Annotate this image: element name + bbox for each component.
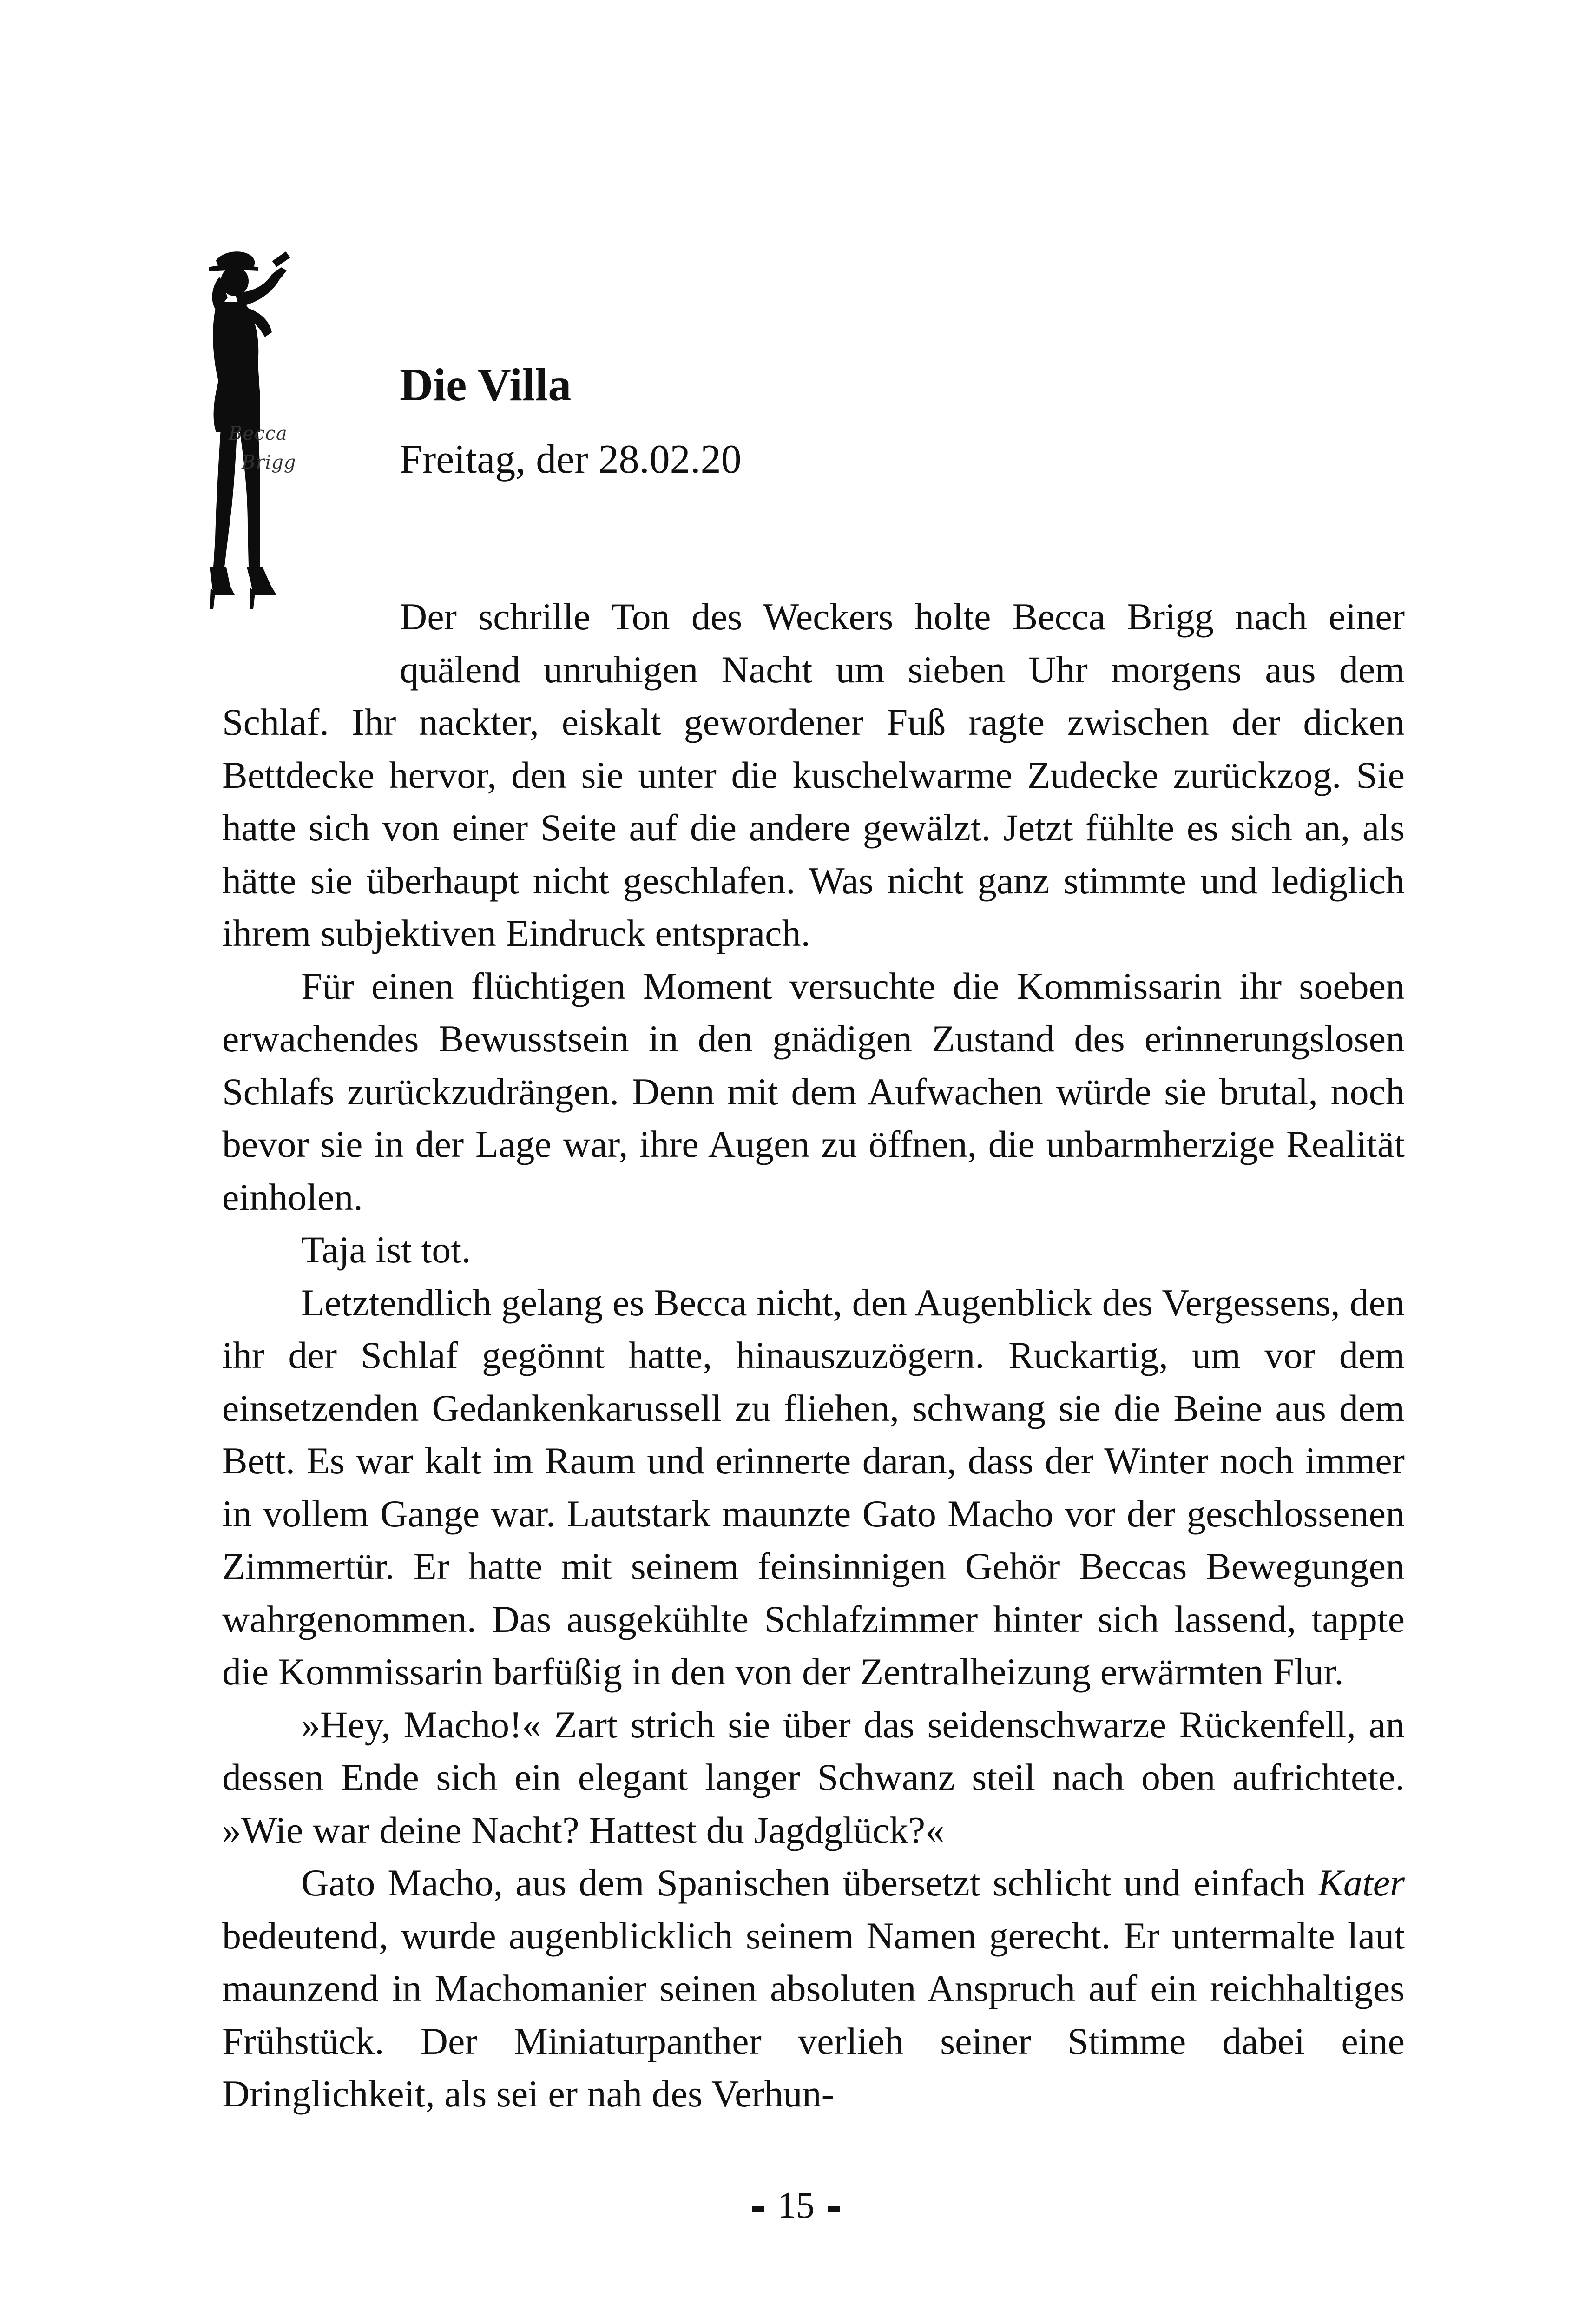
paragraph-6 — [222, 1856, 1405, 2120]
paragraph-1-rest: Schlaf. Ihr nackter, eiskalt gewordener Fuß ragte zwischen der dicken Bettdecke hervor, den sie unter die kuschelwarme Zudecke zurückzog. Sie hatte sich von einer Seite auf die andere gewälzt. Jetzt fühlte es sich an, als hätte sie überhaupt nicht geschlafen. Was nicht ganz stimmte und lediglich ihrem subjektiven Eindruck entsprach. — [222, 701, 1405, 954]
paragraph-3: Taja ist tot. — [301, 1228, 471, 1271]
body-text — [222, 590, 1405, 2120]
paragraph-1-line-2: quälend unruhigen Nacht um sieben Uhr morgens aus dem — [400, 648, 1405, 691]
paragraph-2: Für einen flüchtigen Moment versuchte die Kommissarin ihr soeben erwachendes Bewusstsein in den gnädigen Zustand des erinnerungslosen Schlafs zurückzudrängen. Denn mit dem Aufwachen würde sie brutal, noch bevor sie in der Lage war, ihre Augen zu öffnen, die unbarmherzige Realität einholen. — [222, 964, 1405, 1218]
page-number-value: 15 — [777, 2185, 815, 2226]
paragraph-6-start: Gato Macho, aus dem Spanischen übersetzt schlicht und einfach — [301, 1862, 1306, 1904]
paragraph-1-line-1: Der schrille Ton des Weckers holte Becca Brigg nach einer — [400, 595, 1405, 638]
page-number — [0, 2187, 1592, 2224]
page-number-dash-right — [828, 2206, 840, 2212]
page-number-dash-left — [752, 2206, 764, 2212]
paragraph-6-italic: Kater — [1318, 1862, 1405, 1904]
paragraph-5: »Hey, Macho!« Zart strich sie über das seidenschwarze Rückenfell, an dessen Ende sich ein elegant langer Schwanz steil nach oben aufrichtete. »Wie war deine Nacht? Hattest du Jagdglück?« — [222, 1703, 1405, 1851]
chapter-date: Freitag, der 28.02.20 — [400, 437, 742, 482]
paragraph-1 — [222, 590, 1405, 960]
paragraph-4: Letztendlich gelang es Becca nicht, den Augenblick des Vergessens, den ihr der Schlaf gegönnt hatte, hinauszuzögern. Ruckartig, um vor dem einsetzenden Gedankenkarussell zu fliehen, schwang sie die Beine aus dem Bett. Es war kalt im Raum und erinnerte daran, dass der Winter noch immer in vollem Gange war. Lautstark maunzte Gato Macho vor der geschlossenen Zimmertür. Er hatte mit seinem feinsinnigen Gehör Beccas Bewegungen wahrgenommen. Das ausgekühlte Schlafzimmer hinter sich lassend, tappte die Kommissarin barfüßig in den von der Zentralheizung erwärmten Flur. — [222, 1281, 1405, 1693]
logo-text-first: Becca — [229, 423, 288, 444]
paragraph-6-end: bedeutend, wurde augenblicklich seinem Namen gerecht. Er untermalte laut maunzend in Machomanier seinen absoluten Anspruch auf ein reichhaltiges Frühstück. Der Miniaturpanther verlieh seiner Stimme dabei eine Dringlichkeit, als sei er nah des Verhun- — [222, 1914, 1405, 2115]
logo-text-second: Brigg — [242, 452, 296, 473]
chapter-title: Die Villa — [400, 359, 572, 410]
